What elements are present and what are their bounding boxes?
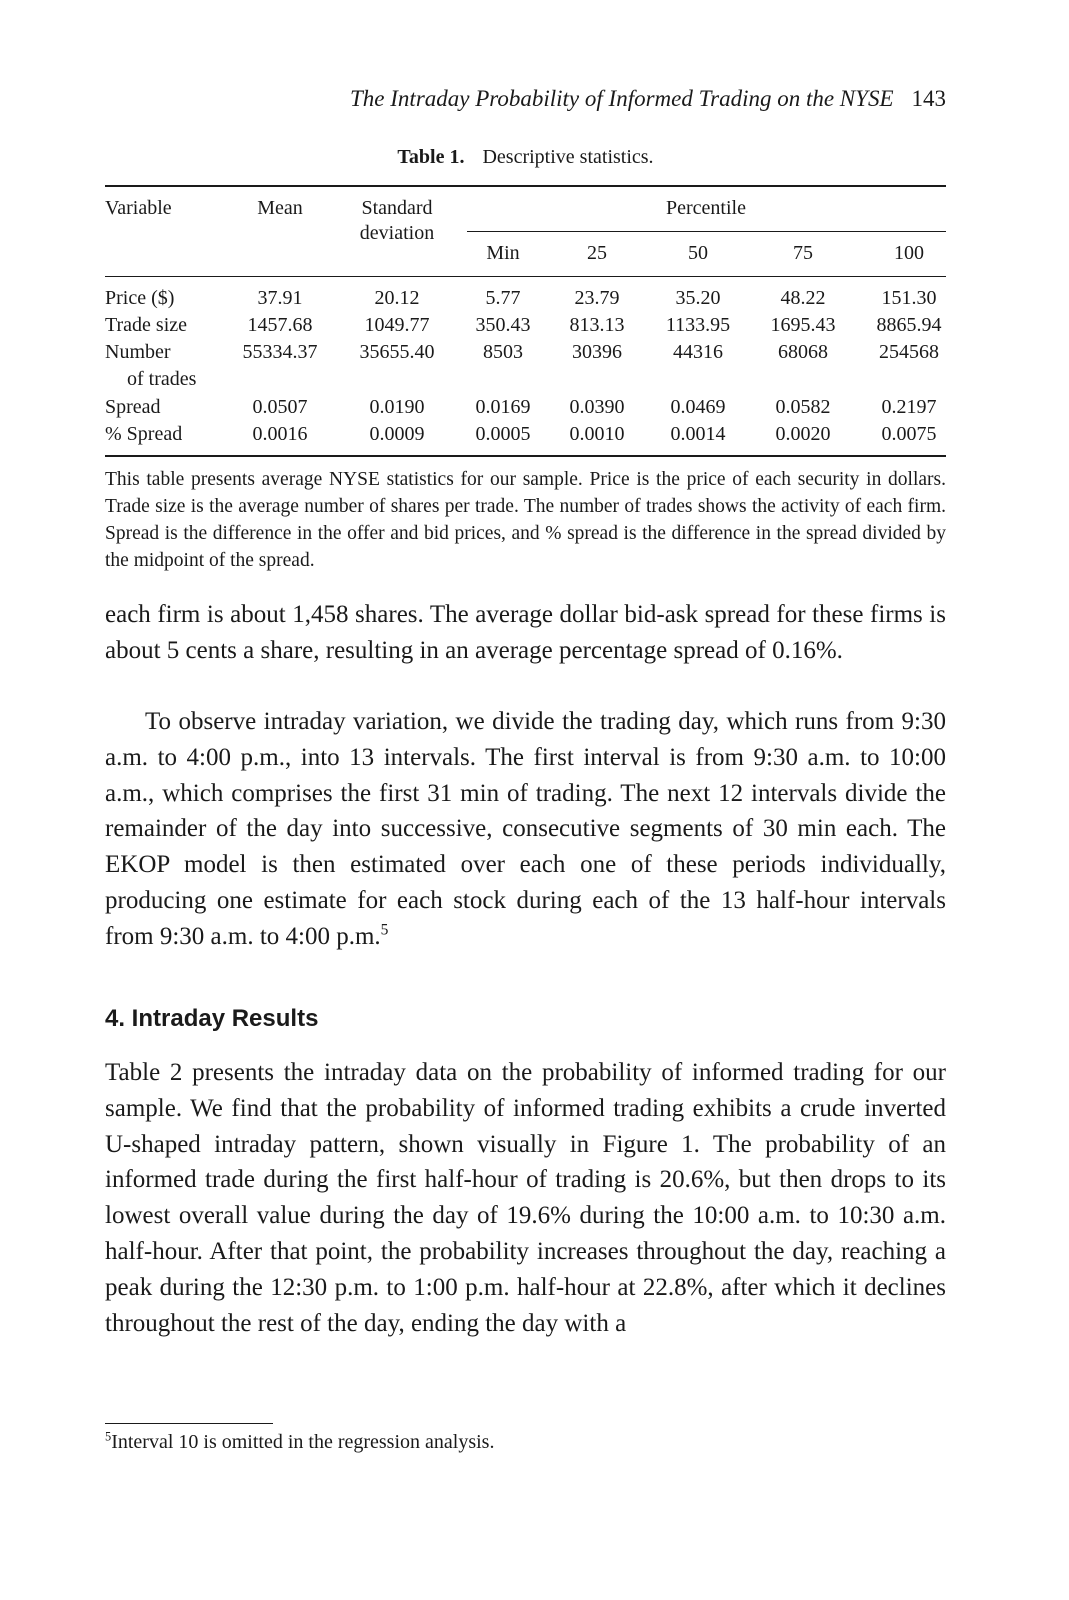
footnote — [105, 1431, 494, 1454]
section-heading: 4. Intraday Results — [105, 1005, 319, 1032]
percentile-rule — [467, 231, 946, 232]
table-top-rule — [105, 185, 946, 187]
table-cell-min: 0.0169 — [475, 396, 531, 418]
table-caption-text: Descriptive statistics. — [482, 146, 654, 168]
paragraph-3: Table 2 presents the intraday data on the probability of informed trading for our sample. We find that the probability of informed trading exhibits a crude inverted U-shaped intraday pattern, shown visually in Figure 1. The probability of an informed trade during the first half-hour of trading is 20.6%, but then drops to its lowest overall value during the day of 19.6% during the 10:00 a.m. to 10:30 a.m. half-hour. After that point, the probability increases throughout the day, reaching a peak during the 12:30 p.m. to 1:00 p.m. half-hour at 22.8%, after which it declines throughout the rest of the day, ending the day with a — [105, 1059, 946, 1337]
header-mean: Mean — [257, 197, 303, 219]
table-cell-variable: Trade size — [105, 314, 188, 336]
footnote-marker: 5 — [105, 1429, 112, 1444]
table-cell-variable-line2: of trades — [127, 368, 197, 390]
table-cell-p75: 1695.43 — [770, 314, 836, 336]
paragraph-2-text: To observe intraday variation, we divide the trading day, which runs from 9:30 a.m. to 4:00 p.m., into 13 intervals. The first interval is from 9:30 a.m. to 10:00 a.m., which comprises the first 31 min of trading. The next 12 intervals divide the remainder of the day into successive, consecutive segments of 30 min each. The EKOP model is then estimated over each one of these periods individually, producing one estimate for each stock during each of the 13 half-hour intervals from 9:30 a.m. to 4:00 p.m. — [105, 708, 946, 950]
table-cell-p25: 30396 — [572, 341, 622, 363]
table-cell-p75: 0.0582 — [775, 396, 831, 418]
table-cell-p100: 0.0075 — [881, 423, 937, 445]
table-cell-p75: 0.0020 — [775, 423, 831, 445]
table-cell-p100: 8865.94 — [876, 314, 942, 336]
header-p75: 75 — [793, 242, 813, 264]
paragraph-2 — [105, 704, 946, 955]
header-std-line2: deviation — [359, 222, 435, 244]
table-cell-p50: 0.0469 — [670, 396, 726, 418]
table-cell-min: 5.77 — [485, 287, 521, 309]
table-cell-min: 8503 — [483, 341, 523, 363]
footnote-rule — [105, 1423, 273, 1424]
header-percentile: Percentile — [666, 197, 746, 219]
table-cell-p25: 0.0010 — [569, 423, 625, 445]
table-cell-p100: 254568 — [879, 341, 939, 363]
header-p100: 100 — [894, 242, 924, 264]
header-rule — [105, 276, 946, 277]
table-cell-variable: Number — [105, 341, 171, 363]
table-cell-p50: 44316 — [673, 341, 723, 363]
table-cell-p75: 48.22 — [780, 287, 826, 309]
table-cell-mean: 1457.68 — [247, 314, 313, 336]
table-cell-p50: 35.20 — [675, 287, 721, 309]
table-cell-variable: Spread — [105, 396, 161, 418]
table-cell-variable: % Spread — [105, 423, 183, 445]
table-cell-p75: 68068 — [778, 341, 828, 363]
table-cell-p50: 0.0014 — [670, 423, 726, 445]
header-min: Min — [486, 242, 520, 264]
table-cell-p25: 23.79 — [574, 287, 620, 309]
table-cell-std: 20.12 — [374, 287, 420, 309]
header-p50: 50 — [688, 242, 708, 264]
table-caption — [105, 146, 946, 169]
table-cell-p50: 1133.95 — [665, 314, 731, 336]
table-notes: This table presents average NYSE statistics for our sample. Price is the price of each security in dollars. Trade size is the average number of shares per trade. The number of trades shows the activity of each firm. Spread is the difference in the offer and bid prices, and % spread is the difference in the spread divided by the midpoint of the spread. — [105, 469, 946, 571]
table-cell-min: 0.0005 — [475, 423, 531, 445]
table-cell-std: 0.0190 — [369, 396, 425, 418]
header-p25: 25 — [587, 242, 607, 264]
table-cell-min: 350.43 — [475, 314, 531, 336]
table-bottom-rule — [105, 455, 946, 457]
table-cell-mean: 0.0016 — [252, 423, 308, 445]
header-std-line1: Standard — [361, 197, 433, 219]
table-cell-p25: 813.13 — [569, 314, 625, 336]
page-number: 143 — [911, 86, 946, 111]
table-cell-mean: 37.91 — [257, 287, 303, 309]
footnote-ref-5[interactable]: 5 — [380, 921, 389, 939]
header-variable: Variable — [105, 197, 172, 219]
table-cell-mean: 55334.37 — [242, 341, 318, 363]
running-head-title: The Intraday Probability of Informed Trading on the NYSE — [350, 86, 894, 111]
table-cell-std: 35655.40 — [359, 341, 435, 363]
paragraph-1: each firm is about 1,458 shares. The average dollar bid-ask spread for these firms is about 5 cents a share, resulting in an average percentage spread of 0.16%. — [105, 601, 946, 664]
running-head — [350, 86, 946, 112]
table-cell-std: 0.0009 — [369, 423, 425, 445]
table-cell-p25: 0.0390 — [569, 396, 625, 418]
table-cell-std: 1049.77 — [364, 314, 430, 336]
table-cell-p100: 0.2197 — [881, 396, 937, 418]
footnote-text: Interval 10 is omitted in the regression analysis. — [111, 1431, 495, 1453]
table-label: Table 1. — [397, 146, 465, 168]
table-cell-variable: Price ($) — [105, 287, 175, 309]
table-cell-p100: 151.30 — [881, 287, 937, 309]
table-cell-mean: 0.0507 — [252, 396, 308, 418]
